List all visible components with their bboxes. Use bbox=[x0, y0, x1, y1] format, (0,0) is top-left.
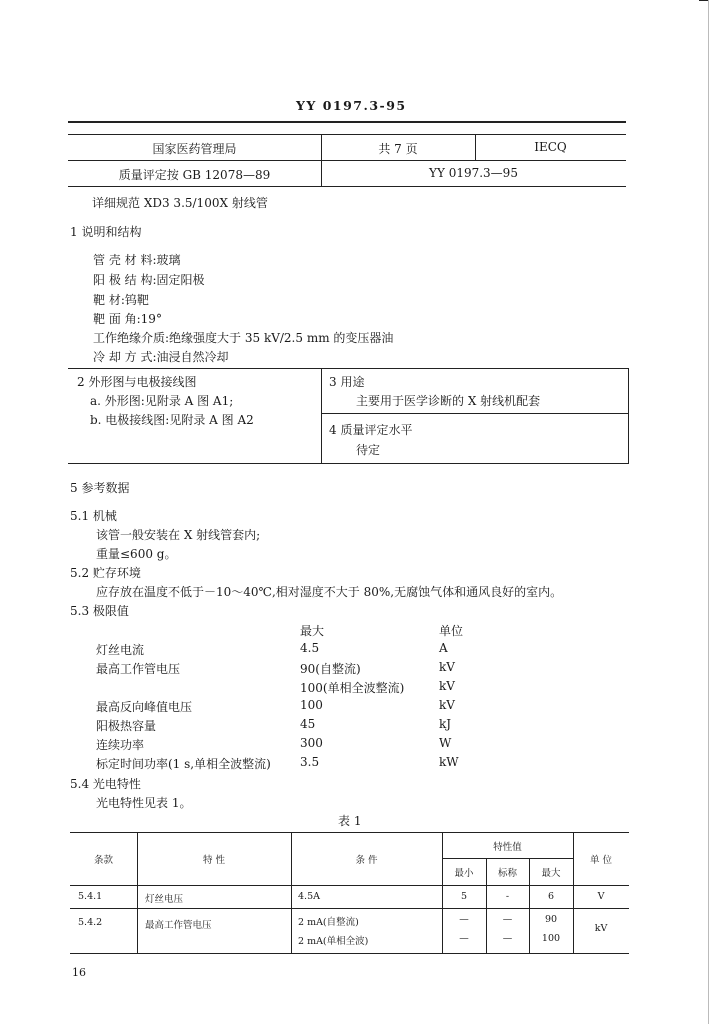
row-unit: V bbox=[597, 891, 605, 902]
s1-item-anode: 阳 极 结 构:固定阳极 bbox=[93, 273, 205, 287]
section-2b: b. 电极接线图:见附录 A 图 A2 bbox=[90, 413, 254, 427]
standard-number: YY 0197.3—95 bbox=[429, 166, 518, 180]
quality-assessment-basis: 质量评定按 GB 12078—89 bbox=[118, 168, 271, 182]
limit-unit: W bbox=[439, 736, 452, 750]
s51-line-2: 重量≤600 g。 bbox=[96, 547, 177, 561]
row-max: 90 bbox=[544, 914, 558, 925]
s54-line-1: 光电特性见表 1。 bbox=[96, 796, 192, 810]
limit-unit: kW bbox=[439, 755, 459, 769]
limit-max: 100 bbox=[300, 698, 323, 712]
row-unit: kV bbox=[594, 923, 608, 934]
limit-name: 灯丝电流 bbox=[96, 643, 145, 657]
page-number: 16 bbox=[72, 966, 86, 979]
section-2a: a. 外形图:见附录 A 图 A1; bbox=[90, 394, 234, 408]
section-1-title: 1 说明和结构 bbox=[70, 225, 142, 239]
limit-max: 3.5 bbox=[300, 755, 320, 769]
detail-spec-line: 详细规范 XD3 3.5/100X 射线管 bbox=[92, 196, 268, 210]
limit-name: 标定时间功率(1 s,单相全波整流) bbox=[96, 757, 271, 771]
section-5-3-title: 5.3 极限值 bbox=[70, 604, 129, 618]
row-condition: 2 mA(自整流) bbox=[298, 917, 359, 928]
limit-unit: A bbox=[439, 641, 448, 655]
row-clause: 5.4.1 bbox=[78, 891, 103, 902]
issuing-authority: 国家医药管理局 bbox=[152, 142, 237, 156]
row-condition-2: 2 mA(单相全波) bbox=[298, 936, 369, 947]
row-nom: — bbox=[502, 914, 513, 925]
th-nom: 标称 bbox=[497, 868, 517, 879]
limit-max: 4.5 bbox=[300, 641, 320, 655]
iecq-label: IECQ bbox=[534, 140, 567, 154]
row-nom: - bbox=[505, 891, 510, 902]
s1-item-insulation: 工作绝缘介质:绝缘强度大于 35 kV/2.5 mm 的变压器油 bbox=[93, 331, 394, 345]
table-1-caption: 表 1 bbox=[338, 814, 362, 828]
section-5-title: 5 参考数据 bbox=[70, 481, 130, 495]
limit-name: 阳极热容量 bbox=[96, 719, 157, 733]
limit-name: 最高工作管电压 bbox=[96, 662, 181, 676]
s1-item-target-angle: 靶 面 角:19° bbox=[93, 312, 162, 326]
section-2-title: 2 外形图与电极接线图 bbox=[77, 375, 197, 389]
limit-name: 连续功率 bbox=[96, 738, 145, 752]
s1-item-target: 靶 材:钨靶 bbox=[93, 293, 149, 307]
limit-max: 90(自整流) bbox=[300, 662, 361, 676]
th-min: 最小 bbox=[454, 868, 474, 879]
row-max-2: 100 bbox=[541, 933, 561, 944]
row-nom-2: — bbox=[502, 933, 513, 944]
row-condition: 4.5A bbox=[298, 891, 320, 902]
section-3-text: 主要用于医学诊断的 X 射线机配套 bbox=[356, 394, 541, 408]
row-min: 5 bbox=[460, 891, 468, 902]
limit-name: 最高反向峰值电压 bbox=[96, 700, 193, 714]
s1-item-cooling: 冷 却 方 式:油浸自然冷却 bbox=[93, 350, 229, 364]
s1-item-envelope: 管 壳 材 料:玻璃 bbox=[93, 253, 181, 267]
limit-max: 300 bbox=[300, 736, 323, 750]
limits-unit-header: 单位 bbox=[439, 624, 464, 638]
th-characteristic: 特 性 bbox=[202, 855, 226, 866]
limit-unit: kV bbox=[439, 679, 455, 693]
s52-line-1: 应存放在温度不低于－10～40℃,相对湿度不大于 80%,无腐蚀气体和通风良好的室内。 bbox=[96, 585, 563, 599]
standard-code-header: YY 0197.3-95 bbox=[296, 98, 407, 113]
row-min: — bbox=[459, 914, 469, 925]
limit-max: 100(单相全波整流) bbox=[300, 681, 405, 695]
section-5-4-title: 5.4 光电特性 bbox=[70, 777, 141, 791]
page-count: 共 7 页 bbox=[378, 142, 418, 156]
row-clause: 5.4.2 bbox=[78, 917, 103, 928]
limit-unit: kV bbox=[439, 660, 455, 674]
section-5-1-title: 5.1 机械 bbox=[70, 509, 117, 523]
limits-max-header: 最大 bbox=[300, 624, 325, 638]
scan-edge-line bbox=[708, 0, 709, 1024]
th-values: 特性值 bbox=[493, 842, 522, 853]
th-clause: 条款 bbox=[93, 855, 113, 866]
row-characteristic: 最高工作管电压 bbox=[145, 920, 212, 931]
row-max: 6 bbox=[547, 891, 555, 902]
limit-unit: kV bbox=[439, 698, 455, 712]
th-max: 最大 bbox=[541, 868, 561, 879]
section-5-2-title: 5.2 贮存环境 bbox=[70, 566, 141, 580]
limit-max: 45 bbox=[300, 717, 316, 731]
row-characteristic: 灯丝电压 bbox=[145, 894, 184, 905]
section-4-title: 4 质量评定水平 bbox=[329, 423, 413, 437]
th-unit: 单 位 bbox=[589, 855, 613, 866]
row-min-2: — bbox=[459, 933, 469, 944]
th-condition: 条 件 bbox=[355, 855, 378, 866]
section-4-text: 待定 bbox=[356, 443, 381, 457]
section-3-title: 3 用途 bbox=[329, 375, 365, 389]
s51-line-1: 该管一般安装在 X 射线管套内; bbox=[96, 528, 261, 542]
limit-unit: kJ bbox=[439, 717, 452, 731]
